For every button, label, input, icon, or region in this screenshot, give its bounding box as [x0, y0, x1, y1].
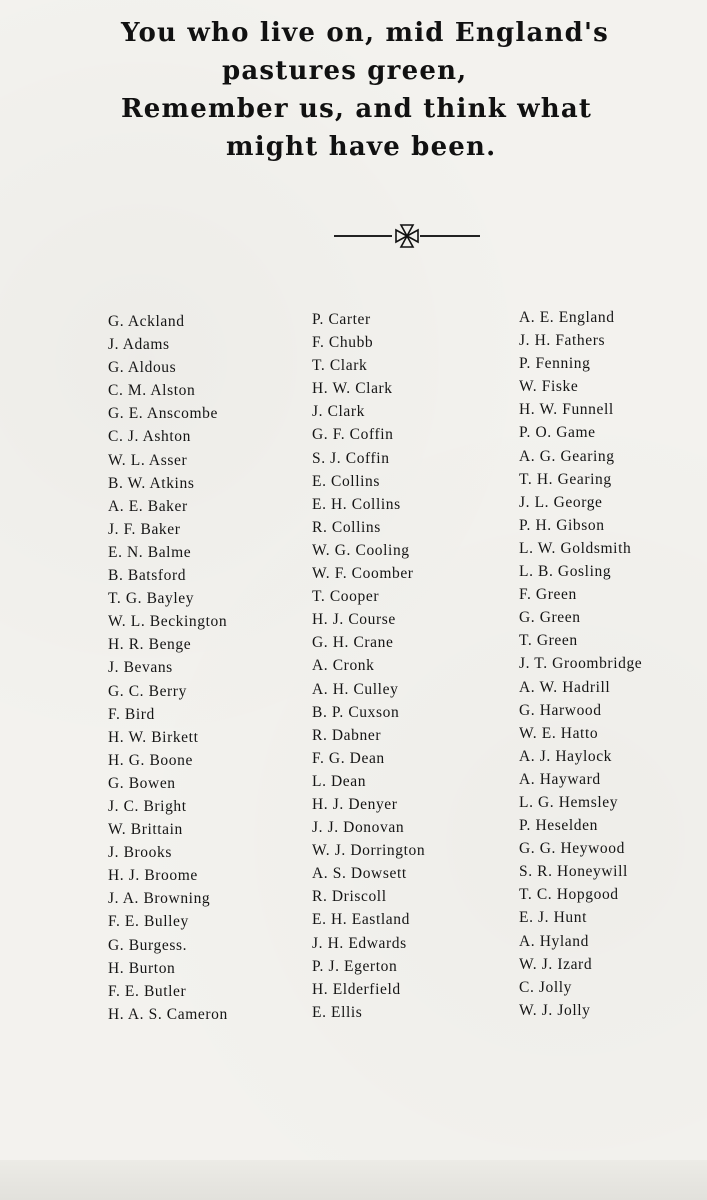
name-entry: H. Burton: [108, 959, 176, 977]
verse-line-1: You who live on, mid England's: [121, 18, 610, 48]
name-entry: J. A. Browning: [108, 890, 211, 908]
name-entry: B. P. Cuxson: [312, 703, 400, 721]
name-entry: J. C. Bright: [108, 797, 187, 815]
name-entry: G. Aldous: [108, 359, 177, 377]
name-entry: H. W. Birkett: [108, 728, 199, 746]
name-entry: R. Collins: [312, 518, 381, 536]
name-entry: F. Chubb: [312, 334, 374, 352]
name-entry: J. L. George: [519, 493, 603, 511]
name-entry: W. Fiske: [519, 378, 579, 396]
name-entry: E. N. Balme: [108, 543, 192, 561]
name-entry: W. Brittain: [108, 821, 183, 839]
name-entry: E. H. Eastland: [312, 911, 410, 929]
name-entry: R. Driscoll: [312, 888, 387, 906]
name-entry: G. C. Berry: [108, 682, 187, 700]
verse-line-2: pastures green,: [222, 56, 468, 86]
name-entry: A. Hayward: [519, 770, 601, 788]
name-entry: W. G. Cooling: [312, 541, 410, 559]
name-entry: A. S. Dowsett: [312, 865, 407, 883]
name-entry: T. G. Bayley: [108, 590, 195, 608]
name-entry: G. Harwood: [519, 701, 602, 719]
name-entry: W. L. Asser: [108, 451, 188, 469]
name-entry: F. Bird: [108, 705, 155, 723]
name-entry: C. Jolly: [519, 978, 573, 996]
name-entry: A. W. Hadrill: [519, 678, 611, 696]
name-entry: P. Fenning: [519, 355, 591, 373]
name-entry: W. E. Hatto: [519, 724, 599, 742]
name-entry: T. Clark: [312, 357, 368, 375]
name-entry: H. Elderfield: [312, 980, 401, 998]
name-entry: H. J. Denyer: [312, 795, 398, 813]
name-entry: F. E. Bulley: [108, 913, 189, 931]
name-entry: H. W. Funnell: [519, 401, 614, 419]
name-entry: J. Clark: [312, 403, 366, 421]
name-entry: A. Cronk: [312, 657, 375, 675]
name-entry: E. J. Hunt: [519, 909, 587, 927]
names-column-3: [519, 306, 642, 1022]
name-entry: B. Batsford: [108, 567, 187, 585]
name-entry: G. Burgess.: [108, 936, 188, 954]
name-entry: W. J. Izard: [519, 955, 593, 973]
name-entry: H. J. Broome: [108, 867, 198, 885]
verse-line-4: might have been.: [226, 132, 497, 162]
page-bottom-edge: [0, 1160, 707, 1200]
name-entry: G. H. Crane: [312, 634, 394, 652]
name-entry: A. E. Baker: [108, 497, 188, 515]
name-entry: F. E. Butler: [108, 982, 187, 1000]
name-entry: E. H. Collins: [312, 495, 401, 513]
name-entry: F. G. Dean: [312, 749, 385, 767]
name-entry: A. H. Culley: [312, 680, 399, 698]
name-entry: H. A. S. Cameron: [108, 1005, 228, 1023]
name-entry: J. H. Edwards: [312, 934, 407, 952]
names-column-2: [312, 308, 425, 1024]
name-entry: P. O. Game: [519, 424, 596, 442]
name-entry: T. Green: [519, 632, 578, 650]
name-entry: S. J. Coffin: [312, 449, 390, 467]
name-entry: P. Heselden: [519, 817, 598, 835]
name-entry: J. F. Baker: [108, 520, 181, 538]
name-entry: L. W. Goldsmith: [519, 539, 632, 557]
name-entry: G. G. Heywood: [519, 840, 625, 858]
name-entry: J. Bevans: [108, 659, 173, 677]
name-entry: R. Dabner: [312, 726, 382, 744]
name-entry: A. E. England: [519, 309, 615, 326]
name-entry: T. H. Gearing: [519, 470, 612, 488]
name-entry: W. J. Jolly: [519, 1001, 591, 1019]
name-entry: W. J. Dorrington: [312, 842, 426, 860]
name-entry: L. B. Gosling: [519, 563, 612, 581]
name-entry: H. G. Boone: [108, 751, 193, 769]
name-entry: H. J. Course: [312, 611, 396, 629]
verse-line-3: Remember us, and think what: [121, 94, 593, 124]
name-entry: S. R. Honeywill: [519, 863, 628, 881]
name-entry: T. Cooper: [312, 588, 380, 606]
name-entry: G. Green: [519, 609, 581, 627]
name-entry: J. H. Fathers: [519, 332, 606, 350]
name-entry: A. J. Haylock: [519, 747, 613, 765]
divider-line-left: [334, 235, 392, 237]
name-entry: P. Carter: [312, 311, 371, 328]
name-entry: C. M. Alston: [108, 382, 196, 400]
name-entry: H. W. Clark: [312, 380, 393, 398]
name-entry: P. H. Gibson: [519, 516, 605, 534]
name-entry: A. G. Gearing: [519, 447, 615, 465]
name-entry: B. W. Atkins: [108, 474, 195, 492]
name-entry: E. Ellis: [312, 1003, 363, 1021]
name-entry: A. Hyland: [519, 932, 589, 950]
name-entry: G. E. Anscombe: [108, 405, 218, 423]
name-entry: W. F. Coomber: [312, 565, 414, 583]
name-entry: G. F. Coffin: [312, 426, 394, 444]
name-entry: F. Green: [519, 586, 577, 604]
name-entry: J. Brooks: [108, 844, 172, 862]
divider-line-right: [420, 235, 480, 237]
name-entry: J. J. Donovan: [312, 819, 405, 837]
name-entry: T. C. Hopgood: [519, 886, 619, 904]
name-entry: G. Bowen: [108, 774, 176, 792]
name-entry: H. R. Benge: [108, 636, 192, 654]
name-entry: L. G. Hemsley: [519, 793, 619, 811]
name-entry: L. Dean: [312, 772, 367, 790]
name-entry: J. T. Groombridge: [519, 655, 643, 673]
name-entry: W. L. Beckington: [108, 613, 228, 631]
maltese-cross-icon: [394, 222, 420, 250]
name-entry: C. J. Ashton: [108, 428, 191, 446]
name-entry: G. Ackland: [108, 313, 185, 330]
names-column-1: [108, 310, 228, 1026]
ornament-divider: [334, 222, 480, 250]
name-entry: P. J. Egerton: [312, 957, 398, 975]
name-entry: J. Adams: [108, 336, 170, 354]
name-entry: E. Collins: [312, 472, 381, 490]
